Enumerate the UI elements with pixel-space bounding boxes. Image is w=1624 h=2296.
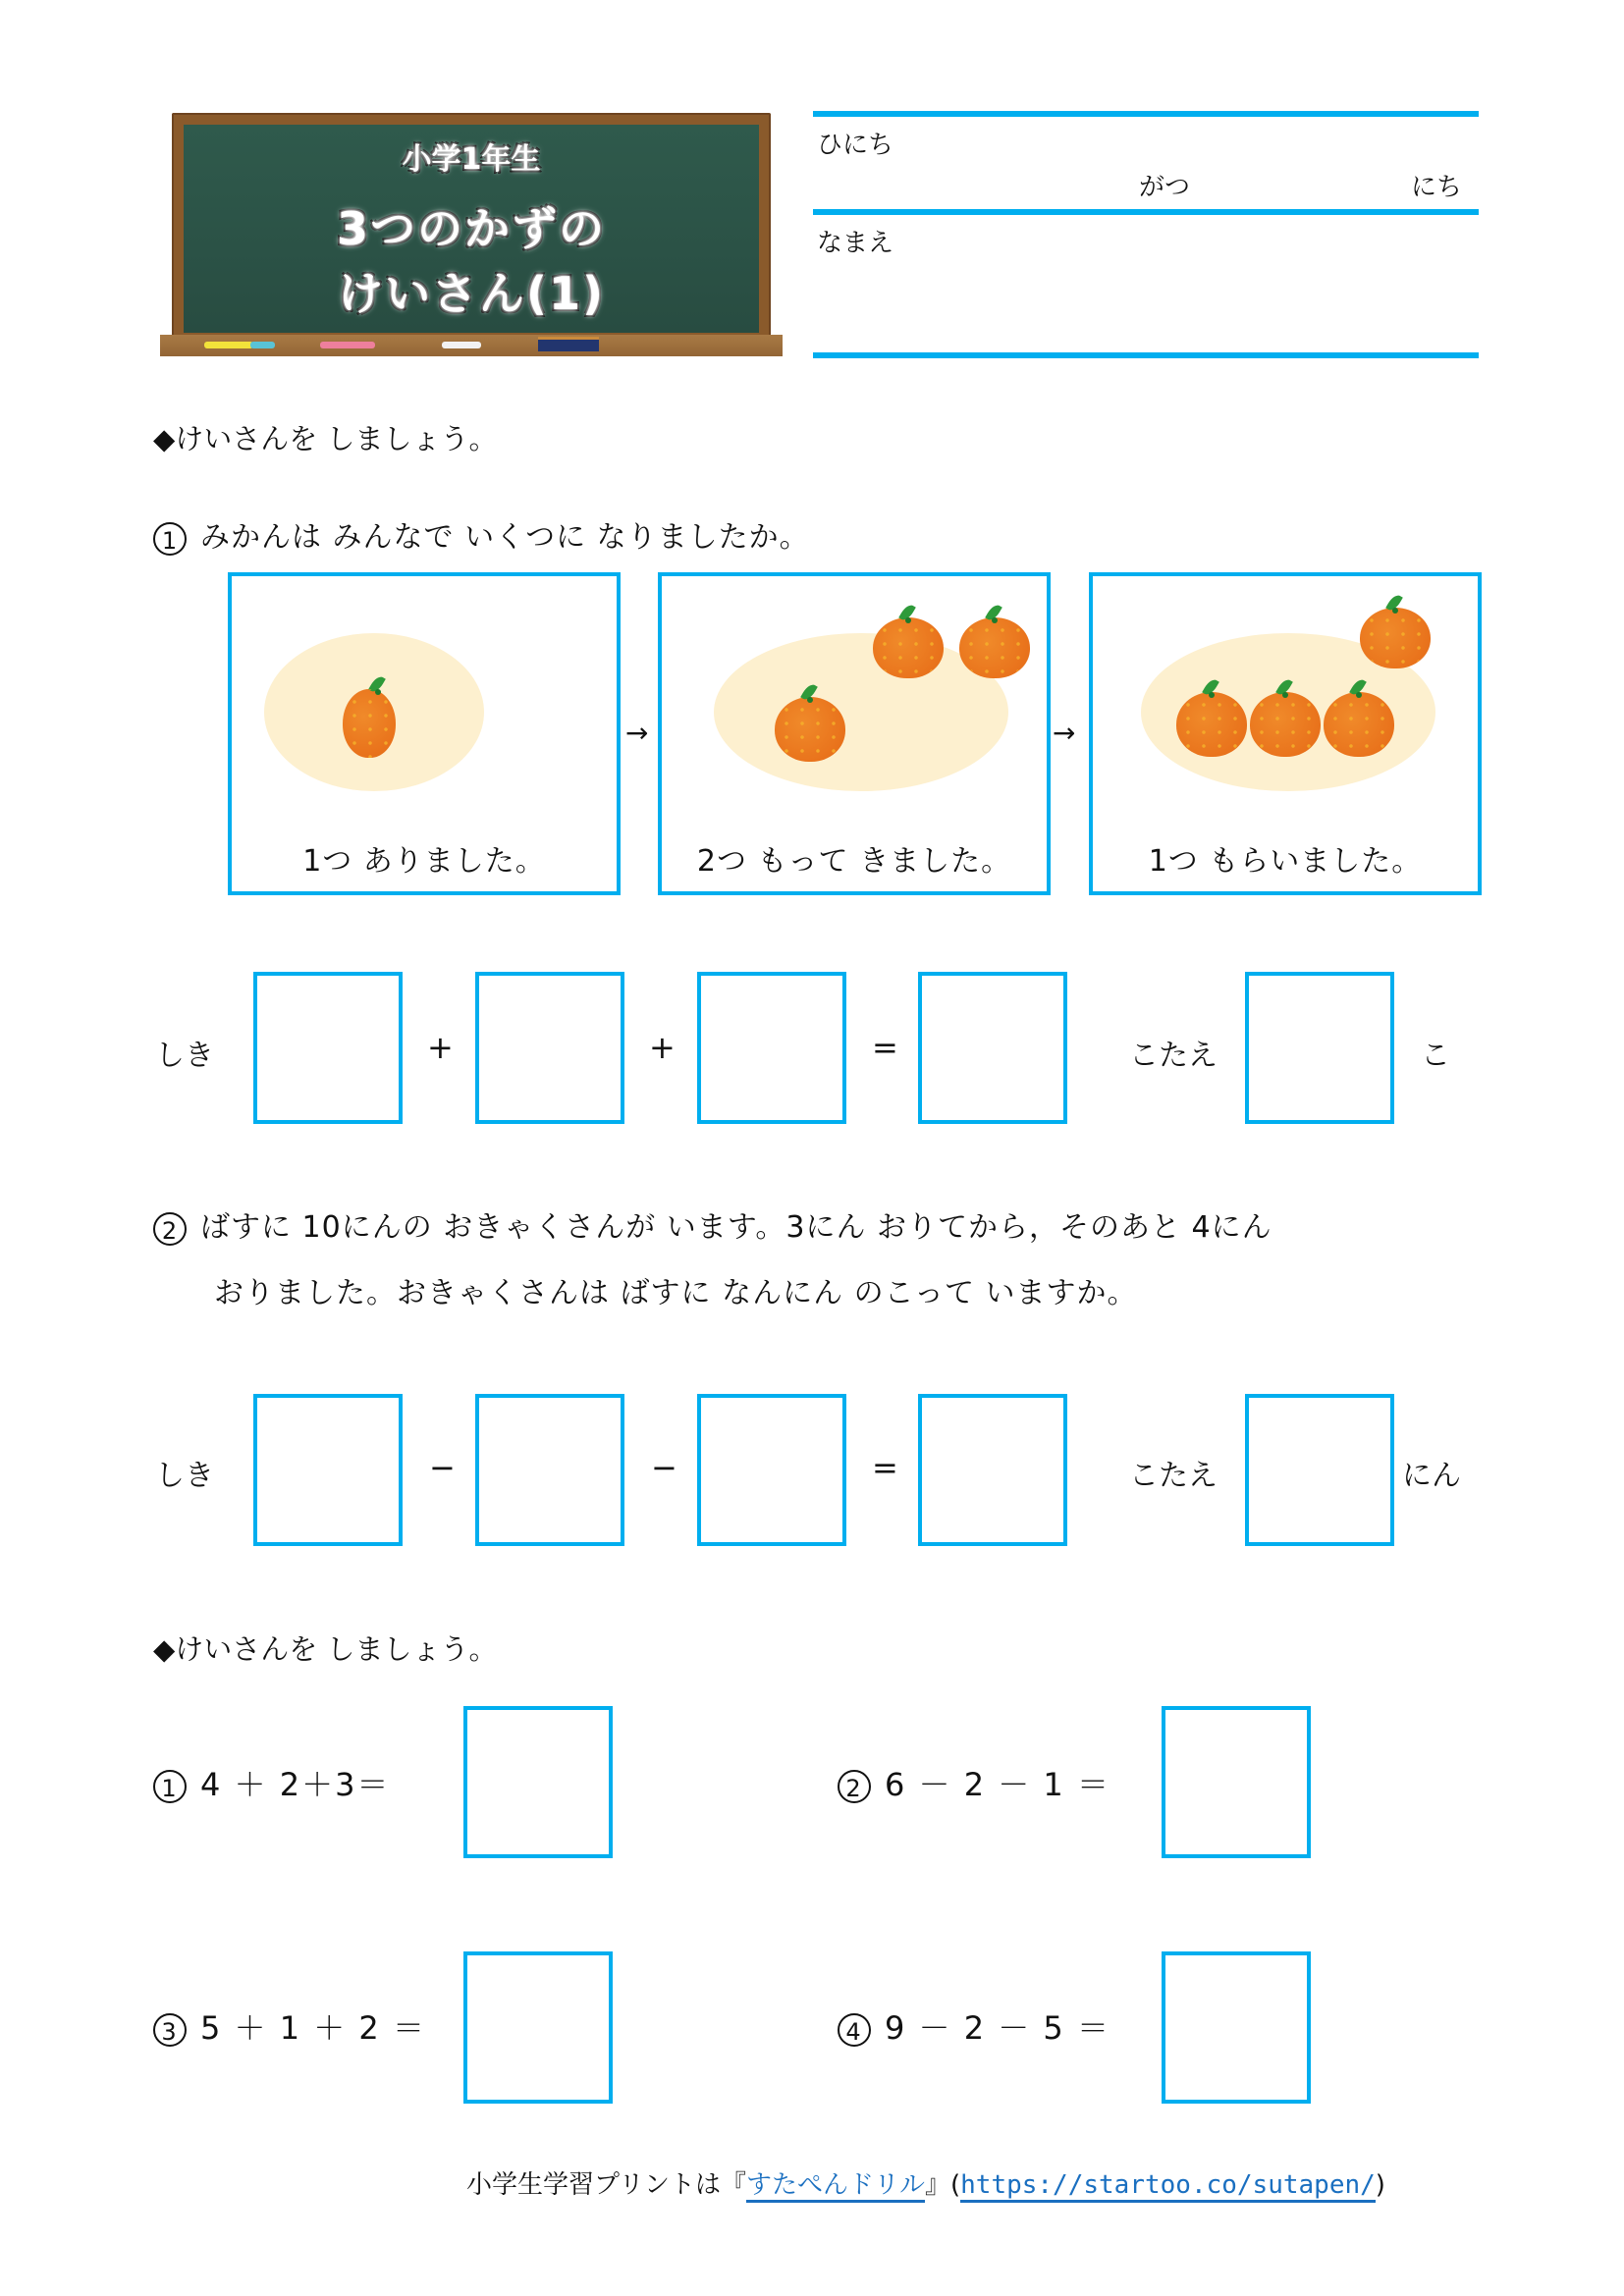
blue-chalk-icon [250, 342, 275, 348]
orange-icon [343, 689, 396, 758]
minus-operator: − [651, 1449, 677, 1486]
q1-text: みかんは みんなで いくつに なりましたか。 [200, 520, 810, 555]
q1-prompt [153, 512, 810, 556]
header-rule-bottom [813, 352, 1479, 358]
footer-middle: 』( [924, 2170, 961, 2200]
arrow-icon: → [1053, 717, 1076, 749]
q2-number-badge: 2 [153, 1212, 187, 1246]
panel-1-caption: 1つ ありました。 [302, 844, 546, 879]
section2-instruction: ◆けいさんを しましょう。 [153, 1632, 498, 1666]
drill-3 [153, 2003, 426, 2049]
q2-answer-label: こたえ [1129, 1459, 1218, 1493]
drill-2-expression: 6 － 2 － 1 ＝ [885, 1766, 1110, 1803]
drill-1-answer-box[interactable] [463, 1706, 613, 1858]
footer-suffix: ) [1375, 2170, 1385, 2200]
white-chalk-icon [442, 342, 481, 348]
q2-term3-box[interactable] [697, 1394, 846, 1546]
q2-unit-label: にん [1402, 1459, 1461, 1493]
drill-4-number-badge: 4 [838, 2013, 871, 2047]
drill-2 [838, 1760, 1110, 1805]
header-rule-middle [813, 209, 1479, 215]
q2-prompt-line1 [153, 1202, 1272, 1246]
q2-term1-box[interactable] [253, 1394, 403, 1546]
drill-4-answer-box[interactable] [1162, 1951, 1311, 2104]
footer-credit [466, 2164, 1385, 2201]
story-panel-2 [658, 572, 1051, 895]
orange-icon [873, 617, 944, 678]
orange-icon [1176, 692, 1247, 757]
arrow-icon: → [625, 717, 649, 749]
yellow-chalk-icon [204, 342, 253, 348]
drill-2-answer-box[interactable] [1162, 1706, 1311, 1858]
q1-number-badge: 1 [153, 522, 187, 556]
q1-answer-box[interactable] [1245, 972, 1394, 1124]
drill-1 [153, 1760, 390, 1805]
title-blackboard [160, 113, 783, 359]
plus-operator: + [649, 1029, 676, 1066]
orange-icon [959, 617, 1030, 678]
date-label: ひにち [817, 131, 894, 160]
footer-prefix: 小学生学習プリントは『 [466, 2170, 746, 2200]
q2-answer-box[interactable] [1245, 1394, 1394, 1546]
worksheet-title-line2: けいさん(1) [337, 267, 606, 320]
drill-3-expression: 5 ＋ 1 ＋ 2 ＝ [200, 2009, 426, 2047]
story-panel-1 [228, 572, 621, 895]
story-panel-3 [1089, 572, 1482, 895]
q1-term2-box[interactable] [475, 972, 624, 1124]
orange-icon [1360, 608, 1431, 668]
orange-icon [1324, 692, 1394, 757]
name-label: なまえ [817, 229, 894, 258]
month-label: がつ [1139, 173, 1191, 202]
section1-instruction: ◆けいさんを しましょう。 [153, 422, 498, 455]
orange-icon [1250, 692, 1321, 757]
q1-answer-label: こたえ [1129, 1039, 1218, 1073]
q1-result-box[interactable] [918, 972, 1067, 1124]
header-rule-top [813, 111, 1479, 117]
eraser-icon [538, 337, 599, 351]
equals-operator: = [872, 1029, 898, 1066]
drill-1-expression: 4 ＋ 2＋3＝ [200, 1766, 391, 1803]
q2-term2-box[interactable] [475, 1394, 624, 1546]
day-label: にち [1411, 173, 1463, 202]
pink-chalk-icon [320, 342, 375, 348]
drill-3-number-badge: 3 [153, 2013, 187, 2047]
q2-text-line1: ばすに 10にんの おきゃくさんが います。3にん おりてから，そのあと 4にん [200, 1210, 1272, 1245]
panel-3-caption: 1つ もらいました。 [1148, 844, 1423, 879]
drill-4-expression: 9 － 2 － 5 ＝ [885, 2009, 1110, 2047]
q1-term3-box[interactable] [697, 972, 846, 1124]
sutapen-url-link[interactable]: https://startoo.co/sutapen/ [960, 2170, 1376, 2203]
q1-formula-label: しき [155, 1039, 214, 1073]
drill-3-answer-box[interactable] [463, 1951, 613, 2104]
plus-operator: + [427, 1029, 454, 1066]
orange-icon [775, 697, 845, 762]
q2-formula-label: しき [155, 1459, 214, 1493]
sutapen-drill-link[interactable]: すたぺんドリル [746, 2170, 925, 2203]
q1-term1-box[interactable] [253, 972, 403, 1124]
panel-2-caption: 2つ もって きました。 [696, 844, 1012, 879]
q2-text-line2: おりました。おきゃくさんは ばすに なんにん のこって いますか。 [214, 1276, 1138, 1310]
minus-operator: − [429, 1449, 456, 1486]
drill-2-number-badge: 2 [838, 1770, 871, 1803]
equals-operator: = [872, 1449, 898, 1486]
q1-unit-label: こ [1421, 1039, 1450, 1073]
drill-4 [838, 2003, 1110, 2049]
q2-result-box[interactable] [918, 1394, 1067, 1546]
worksheet-title-line1: 3つのかずの [336, 202, 606, 255]
drill-1-number-badge: 1 [153, 1770, 187, 1803]
grade-label: 小学1年生 [402, 142, 541, 177]
